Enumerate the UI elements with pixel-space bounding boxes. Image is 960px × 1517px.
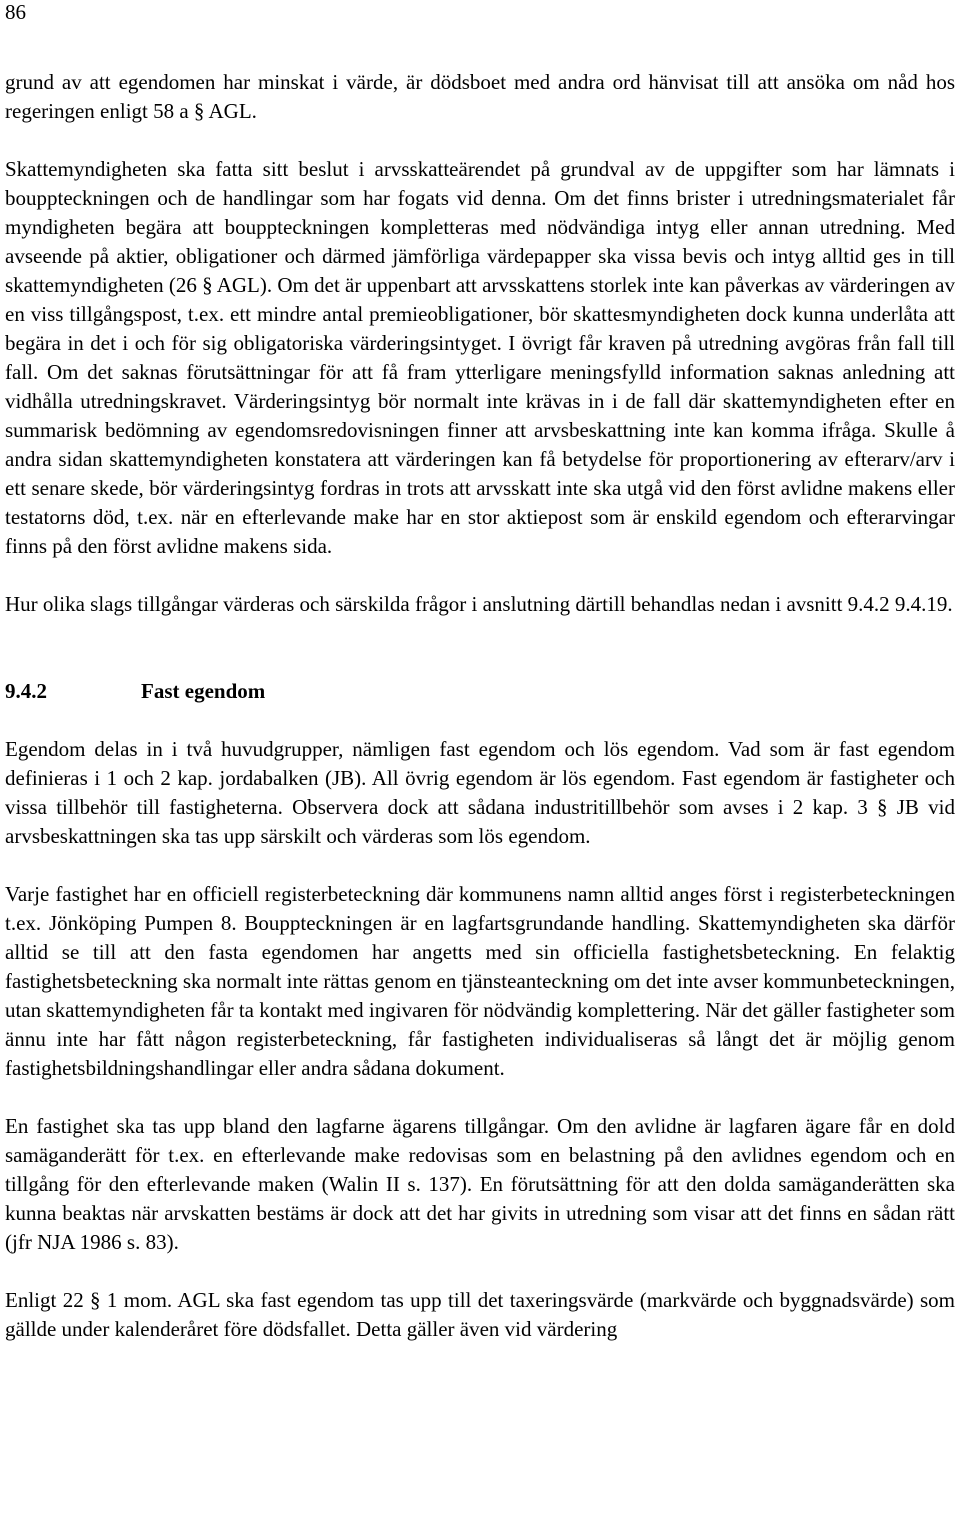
section-number: 9.4.2	[5, 679, 47, 703]
paragraph: grund av att egendomen har minskat i värde, är dödsboet med andra ord hänvisat till att ansöka om nåd hos regeringen enligt 58 a § AGL.	[5, 70, 955, 123]
paragraph: En fastighet ska tas upp bland den lagfarne ägarens tillgångar. Om den avlidne är lagfaren ägare får en dold samäganderätt för t.ex. en efterlevande make redovisas som en belastning på den avlidnes egendom och en tillgång för den efterlevande maken (Walin II s. 137). En förutsättning för att den dolda samäganderätten ska kunna beaktas när arvskatten bestäms är dock att det har givits in utredning som visar att det finns en sådan rätt (jfr NJA 1986 s. 83).	[5, 1114, 955, 1254]
section-title: Fast egendom	[141, 679, 266, 703]
paragraph: Enligt 22 § 1 mom. AGL ska fast egendom tas upp till det taxeringsvärde (markvärde och byggnadsvärde) som gällde under kalenderåret före dödsfallet. Detta gäller även vid värdering	[5, 1288, 955, 1341]
section-heading	[5, 677, 955, 706]
paragraph: Skattemyndigheten ska fatta sitt beslut i arvsskatteärendet på grundval av de uppgifter som har lämnats i bouppteckningen och de handlingar som har fogats vid denna. Om det finns brister i utredningsmaterialet får myndigheten begära att bouppteckningen kompletteras med nödvändiga intyg eller annan utredning. Med avseende på aktier, obligationer och därmed jämförliga värdepapper ska vissa bevis och intyg alltid ges in till skattemyndigheten (26 § AGL). Om det är uppenbart att arvsskattens storlek inte kan påverkas av värderingen av en viss tillgångspost, t.ex. ett mindre antal premieobligationer, bör skattesmyndigheten dock kunna underlåta att begära in det i och för sig obligatoriska värderingsintyget. I övrigt får kraven på utredning avgöras från fall till fall. Om det saknas förutsättningar för att få fram ytterligare meningsfylld information saknas anledning att vidhålla utredningskravet. Värderingsintyg bör normalt inte krävas in i de fall där skattemyndigheten efter en summarisk bedömning av egendomsredovisningen finner att arvsbeskattning inte kan komma ifråga. Skulle å andra sidan skattemyndigheten konstatera att värderingen kan få betydelse för proportionering av efterarv/arv i ett senare skede, bör värderingsintyg fordras in trots att arvsskatt inte ska utgå vid den först avlidne makens eller testatorns död, t.ex. när en efterlevande make har en stor aktiepost som är enskild egendom och efterarvingar finns på den först avlidne makens sida.	[5, 157, 955, 558]
paragraph: Hur olika slags tillgångar värderas och särskilda frågor i anslutning därtill behandlas nedan i avsnitt 9.4.2 9.4.19.	[5, 592, 953, 616]
paragraph: Varje fastighet har en officiell registerbeteckning där kommunens namn alltid anges först i registerbeteckningen t.ex. Jönköping Pumpen 8. Bouppteckningen är en lagfartsgrundande handling. Skattemyndigheten ska därför alltid se till att den fasta egendomen har angetts med sin officiella fastighetsbeteckning. En felaktig fastighetsbeteckning ska normalt inte rättas genom en tjänsteanteckning om det inte avser kommunbeteckningen, utan skattemyndigheten får ta kontakt med ingivaren för nödvändig komplettering. När det gäller fastigheter som ännu inte har fått någon registerbeteckning, får fastigheten individualiseras så långt det är möjlig genom fastighetsbildningshandlingar eller andra sådana dokument.	[5, 882, 955, 1080]
paragraph: Egendom delas in i två huvudgrupper, nämligen fast egendom och lös egendom. Vad som är fast egendom definieras i 1 och 2 kap. jordabalken (JB). All övrig egendom är lös egendom. Fast egendom är fastigheter och vissa tillbehör till fastigheterna. Observera dock att sådana industritillbehör som avses i 2 kap. 3 § JB vid arvsbeskattningen ska tas upp särskilt och värderas som lös egendom.	[5, 737, 955, 848]
page-number: 86	[5, 0, 26, 24]
document-body	[5, 68, 955, 1344]
